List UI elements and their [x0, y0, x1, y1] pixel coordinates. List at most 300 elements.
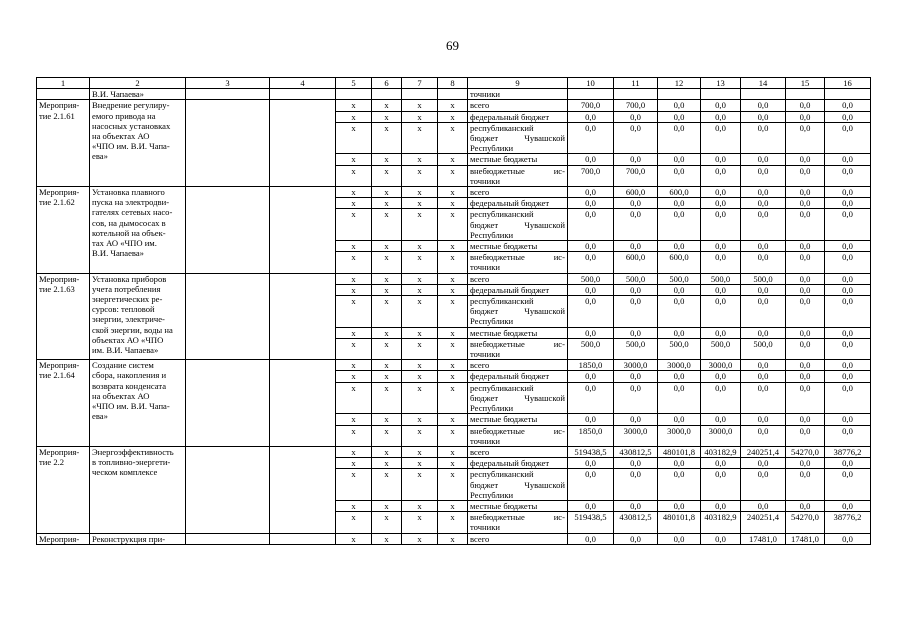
- year-value: 0,0: [825, 154, 871, 165]
- year-value: 500,0: [701, 338, 741, 359]
- year-value: 0,0: [786, 414, 825, 425]
- year-value: 3000,0: [658, 360, 701, 371]
- year-value: 3000,0: [614, 360, 658, 371]
- code-cell: x: [438, 209, 468, 241]
- year-value: 0,0: [741, 241, 786, 252]
- measure-code: [37, 533, 90, 544]
- code-cell: x: [438, 327, 468, 338]
- year-value: 500,0: [614, 273, 658, 284]
- code-cell: x: [438, 533, 468, 544]
- year-value: 0,0: [786, 198, 825, 209]
- code-cell: x: [438, 241, 468, 252]
- code-cell: x: [336, 327, 372, 338]
- year-value: 0,0: [786, 154, 825, 165]
- participants-cell: [270, 100, 336, 187]
- code-cell: x: [438, 284, 468, 295]
- year-value: 3000,0: [701, 360, 741, 371]
- column-header-15: 15: [786, 78, 825, 89]
- year-value: 0,0: [825, 165, 871, 186]
- continuation-cell: [614, 89, 658, 100]
- code-cell: x: [336, 338, 372, 359]
- code-cell: x: [336, 284, 372, 295]
- year-value: 0,0: [741, 187, 786, 198]
- measure-name: [90, 100, 186, 187]
- year-value: 0,0: [701, 382, 741, 414]
- code-cell: x: [372, 469, 402, 501]
- measure-code: [37, 446, 90, 533]
- funding-source: [468, 241, 568, 252]
- funding-source: [468, 284, 568, 295]
- funding-source: [468, 187, 568, 198]
- funding-source-line: местные бюджеты: [470, 241, 538, 252]
- code-cell: x: [402, 209, 438, 241]
- column-header-7: 7: [402, 78, 438, 89]
- funding-source-line: бюджет Чувашской: [470, 479, 565, 490]
- year-value: 0,0: [741, 360, 786, 371]
- continuation-source: точники: [468, 89, 568, 100]
- code-cell: x: [372, 327, 402, 338]
- year-value: 0,0: [658, 533, 701, 544]
- year-value: 0,0: [701, 252, 741, 273]
- budget-table: [36, 77, 871, 545]
- year-value: 0,0: [741, 122, 786, 154]
- responsible-cell: [186, 533, 270, 544]
- code-cell: x: [372, 371, 402, 382]
- code-cell: x: [336, 425, 372, 446]
- participants-cell: [270, 273, 336, 360]
- year-value: 0,0: [825, 252, 871, 273]
- year-value: 0,0: [825, 425, 871, 446]
- code-cell: x: [372, 512, 402, 533]
- year-value: 240251,4: [741, 512, 786, 533]
- year-value: 0,0: [825, 371, 871, 382]
- measure-code-line: тие 2.1.63: [39, 283, 75, 294]
- measure-code-line: Мероприя-: [39, 100, 80, 111]
- code-cell: x: [336, 512, 372, 533]
- code-cell: x: [372, 111, 402, 122]
- year-value: 500,0: [658, 338, 701, 359]
- year-value: 0,0: [825, 187, 871, 198]
- code-cell: x: [402, 296, 438, 328]
- code-cell: x: [438, 122, 468, 154]
- funding-source: [468, 273, 568, 284]
- year-value: 0,0: [786, 284, 825, 295]
- code-cell: x: [402, 284, 438, 295]
- measure-name-line: возврата конденсата: [92, 380, 167, 391]
- measure-name: [90, 360, 186, 447]
- year-value: 500,0: [741, 338, 786, 359]
- year-value: 0,0: [825, 500, 871, 511]
- year-value: 0,0: [658, 500, 701, 511]
- measure-code-line: Мероприя-: [39, 187, 80, 198]
- measure-code-line: тие 2.2: [39, 457, 65, 468]
- continuation-cell: [402, 89, 438, 100]
- year-value: 38776,2: [825, 446, 871, 457]
- year-value: 430812,5: [614, 512, 658, 533]
- year-value: 0,0: [658, 111, 701, 122]
- code-cell: x: [438, 469, 468, 501]
- year-value: 0,0: [658, 296, 701, 328]
- year-value: 0,0: [825, 533, 871, 544]
- column-header-10: 10: [568, 78, 614, 89]
- year-value: 0,0: [658, 371, 701, 382]
- measure-code-line: Мероприя-: [39, 360, 80, 371]
- continuation-cell: [701, 89, 741, 100]
- year-value: 0,0: [741, 209, 786, 241]
- funding-source-line: федеральный бюджет: [470, 284, 550, 295]
- year-value: 0,0: [568, 209, 614, 241]
- measure-code: [37, 100, 90, 187]
- year-value: 0,0: [741, 100, 786, 111]
- measure-name-line: Установка приборов: [92, 273, 167, 284]
- funding-source: [468, 296, 568, 328]
- funding-source: [468, 165, 568, 186]
- funding-source-line: бюджет Чувашской: [470, 219, 565, 230]
- year-value: 0,0: [825, 382, 871, 414]
- funding-source-line: внебюджетные ис-: [470, 252, 565, 263]
- measure-name-line: сбора, накопления и: [92, 370, 167, 381]
- year-value: 3000,0: [614, 425, 658, 446]
- code-cell: x: [336, 500, 372, 511]
- measure-code-line: Мероприя-: [39, 533, 80, 544]
- year-value: 0,0: [786, 360, 825, 371]
- year-value: 0,0: [701, 209, 741, 241]
- year-value: 0,0: [825, 100, 871, 111]
- year-value: 500,0: [701, 273, 741, 284]
- code-cell: x: [402, 360, 438, 371]
- year-value: 0,0: [786, 273, 825, 284]
- code-cell: x: [336, 154, 372, 165]
- code-cell: x: [438, 198, 468, 209]
- year-value: 0,0: [701, 122, 741, 154]
- column-header-2: 2: [90, 78, 186, 89]
- continuation-cell: [336, 89, 372, 100]
- year-value: 0,0: [741, 284, 786, 295]
- year-value: 600,0: [614, 252, 658, 273]
- year-value: 0,0: [568, 469, 614, 501]
- year-value: 500,0: [568, 338, 614, 359]
- year-value: 700,0: [614, 165, 658, 186]
- year-value: 0,0: [741, 327, 786, 338]
- year-value: 0,0: [741, 371, 786, 382]
- table-row: [37, 100, 871, 111]
- funding-source-line: республиканский: [470, 122, 534, 133]
- year-value: 0,0: [741, 500, 786, 511]
- code-cell: x: [438, 458, 468, 469]
- code-cell: x: [438, 296, 468, 328]
- year-value: 480101,8: [658, 446, 701, 457]
- code-cell: x: [402, 446, 438, 457]
- year-value: 600,0: [614, 187, 658, 198]
- code-cell: x: [372, 273, 402, 284]
- code-cell: x: [438, 500, 468, 511]
- year-value: 0,0: [825, 327, 871, 338]
- year-value: 0,0: [658, 154, 701, 165]
- code-cell: x: [336, 165, 372, 186]
- year-value: 0,0: [741, 296, 786, 328]
- code-cell: x: [438, 154, 468, 165]
- code-cell: x: [438, 446, 468, 457]
- year-value: 0,0: [614, 327, 658, 338]
- code-cell: x: [402, 458, 438, 469]
- year-value: 0,0: [614, 469, 658, 501]
- year-value: 0,0: [786, 469, 825, 501]
- code-cell: x: [336, 122, 372, 154]
- year-value: 0,0: [786, 327, 825, 338]
- measure-name-line: на объектах АО: [92, 390, 150, 401]
- funding-source-line: всего: [470, 187, 490, 198]
- year-value: 0,0: [568, 382, 614, 414]
- measure-name-line: тах АО «ЧПО им.: [92, 238, 157, 249]
- funding-source: [468, 252, 568, 273]
- measure-name-line: гателях сетевых насо-: [92, 207, 173, 218]
- code-cell: x: [402, 414, 438, 425]
- year-value: 0,0: [786, 165, 825, 186]
- code-cell: x: [372, 100, 402, 111]
- measure-name-line: на объектах АО: [92, 131, 150, 142]
- code-cell: x: [402, 533, 438, 544]
- year-value: 0,0: [568, 111, 614, 122]
- measure-name-line: В.И. Чапаева»: [92, 248, 144, 259]
- year-value: 0,0: [658, 327, 701, 338]
- code-cell: x: [438, 165, 468, 186]
- year-value: 0,0: [568, 187, 614, 198]
- column-header-1: 1: [37, 78, 90, 89]
- year-value: 0,0: [701, 533, 741, 544]
- year-value: 0,0: [825, 284, 871, 295]
- funding-source-line: точники: [470, 435, 501, 446]
- year-value: 0,0: [658, 198, 701, 209]
- measure-name-line: сов, на дымососах в: [92, 217, 166, 228]
- code-cell: x: [372, 446, 402, 457]
- measure-name-line: Энергоэффективность: [92, 446, 174, 457]
- responsible-cell: [186, 100, 270, 187]
- year-value: 403182,9: [701, 446, 741, 457]
- continuation-cell: [372, 89, 402, 100]
- code-cell: x: [372, 209, 402, 241]
- year-value: 700,0: [568, 100, 614, 111]
- measure-name-line: им. В.И. Чапаева»: [92, 345, 159, 356]
- year-value: 0,0: [786, 241, 825, 252]
- code-cell: x: [372, 382, 402, 414]
- year-value: 0,0: [741, 165, 786, 186]
- measure-name-line: сурсов: тепловой: [92, 304, 155, 315]
- measure-name: [90, 187, 186, 274]
- code-cell: x: [336, 252, 372, 273]
- code-cell: x: [336, 296, 372, 328]
- code-cell: x: [402, 252, 438, 273]
- code-cell: x: [336, 187, 372, 198]
- year-value: 0,0: [701, 100, 741, 111]
- funding-source: [468, 512, 568, 533]
- year-value: 0,0: [658, 122, 701, 154]
- code-cell: x: [402, 425, 438, 446]
- funding-source-line: бюджет Чувашской: [470, 133, 565, 144]
- continuation-cell: [825, 89, 871, 100]
- year-value: 500,0: [658, 273, 701, 284]
- year-value: 0,0: [568, 154, 614, 165]
- code-cell: x: [402, 241, 438, 252]
- year-value: 0,0: [825, 458, 871, 469]
- year-value: 240251,4: [741, 446, 786, 457]
- code-cell: x: [336, 371, 372, 382]
- measure-name: [90, 446, 186, 533]
- measure-name-line: ева»: [92, 151, 108, 162]
- continuation-cell: [658, 89, 701, 100]
- year-value: 0,0: [825, 360, 871, 371]
- code-cell: x: [336, 414, 372, 425]
- code-cell: x: [438, 111, 468, 122]
- funding-source-line: точники: [470, 522, 501, 533]
- code-cell: x: [336, 458, 372, 469]
- year-value: 0,0: [786, 500, 825, 511]
- year-value: 0,0: [741, 425, 786, 446]
- code-cell: x: [372, 122, 402, 154]
- code-cell: x: [336, 469, 372, 501]
- year-value: 0,0: [614, 458, 658, 469]
- funding-source-line: всего: [470, 446, 490, 457]
- funding-source-line: местные бюджеты: [470, 154, 538, 165]
- funding-source: [468, 154, 568, 165]
- year-value: 0,0: [614, 382, 658, 414]
- funding-source-line: местные бюджеты: [470, 500, 538, 511]
- funding-source-line: внебюджетные ис-: [470, 338, 565, 349]
- code-cell: x: [402, 165, 438, 186]
- funding-source-line: бюджет Чувашской: [470, 392, 565, 403]
- year-value: 0,0: [701, 469, 741, 501]
- measure-name: [90, 273, 186, 360]
- year-value: 0,0: [701, 241, 741, 252]
- year-value: 0,0: [658, 209, 701, 241]
- participants-cell: [270, 533, 336, 544]
- measure-code: [37, 360, 90, 447]
- year-value: 17481,0: [741, 533, 786, 544]
- year-value: 0,0: [786, 425, 825, 446]
- measure-name-line: энергии, электриче-: [92, 314, 165, 325]
- year-value: 0,0: [786, 382, 825, 414]
- year-value: 0,0: [786, 187, 825, 198]
- funding-source: [468, 209, 568, 241]
- year-value: 0,0: [701, 500, 741, 511]
- measure-name-line: Реконструкция при-: [92, 533, 166, 544]
- measure-code-line: Мероприя-: [39, 446, 80, 457]
- year-value: 0,0: [614, 122, 658, 154]
- table-row: [37, 187, 871, 198]
- year-value: 0,0: [568, 414, 614, 425]
- year-value: 54270,0: [786, 446, 825, 457]
- year-value: 0,0: [658, 284, 701, 295]
- funding-source-line: федеральный бюджет: [470, 371, 550, 382]
- year-value: 430812,5: [614, 446, 658, 457]
- column-header-12: 12: [658, 78, 701, 89]
- funding-source-line: всего: [470, 100, 490, 111]
- funding-source: [468, 371, 568, 382]
- funding-source: [468, 446, 568, 457]
- year-value: 0,0: [825, 469, 871, 501]
- participants-cell: [270, 187, 336, 274]
- year-value: 0,0: [614, 296, 658, 328]
- year-value: 519438,5: [568, 446, 614, 457]
- code-cell: x: [336, 446, 372, 457]
- code-cell: x: [402, 469, 438, 501]
- year-value: 500,0: [741, 273, 786, 284]
- year-value: 600,0: [658, 187, 701, 198]
- code-cell: x: [438, 371, 468, 382]
- funding-source-line: внебюджетные ис-: [470, 165, 565, 176]
- measure-name-line: «ЧПО им. В.И. Чапа-: [92, 141, 170, 152]
- measure-name-line: Внедрение регулиру-: [92, 100, 170, 111]
- year-value: 0,0: [741, 111, 786, 122]
- column-header-5: 5: [336, 78, 372, 89]
- measure-name-line: ческом комплексе: [92, 467, 158, 478]
- measure-name-line: ева»: [92, 411, 108, 422]
- measure-code-line: тие 2.1.64: [39, 370, 75, 381]
- year-value: 0,0: [568, 122, 614, 154]
- year-value: 0,0: [786, 100, 825, 111]
- code-cell: x: [402, 100, 438, 111]
- year-value: 0,0: [825, 414, 871, 425]
- year-value: 0,0: [614, 154, 658, 165]
- year-value: 0,0: [786, 296, 825, 328]
- code-cell: x: [372, 252, 402, 273]
- year-value: 0,0: [658, 241, 701, 252]
- year-value: 0,0: [614, 414, 658, 425]
- funding-source: [468, 111, 568, 122]
- code-cell: x: [336, 533, 372, 544]
- year-value: 0,0: [658, 469, 701, 501]
- measure-name: [90, 533, 186, 544]
- measure-code: [37, 273, 90, 360]
- funding-source-line: всего: [470, 533, 490, 544]
- year-value: 0,0: [786, 371, 825, 382]
- year-value: 0,0: [741, 252, 786, 273]
- funding-source-line: Республики: [470, 403, 514, 414]
- funding-source-line: точники: [470, 175, 501, 186]
- funding-source: [468, 500, 568, 511]
- funding-source: [468, 198, 568, 209]
- code-cell: x: [336, 382, 372, 414]
- funding-source: [468, 122, 568, 154]
- year-value: 0,0: [741, 469, 786, 501]
- code-cell: x: [402, 382, 438, 414]
- year-value: 0,0: [786, 111, 825, 122]
- year-value: 0,0: [568, 284, 614, 295]
- column-header-4: 4: [270, 78, 336, 89]
- code-cell: x: [372, 198, 402, 209]
- code-cell: x: [336, 209, 372, 241]
- table-row: [37, 360, 871, 371]
- funding-source-line: республиканский: [470, 469, 534, 480]
- year-value: 0,0: [568, 252, 614, 273]
- funding-source-line: федеральный бюджет: [470, 458, 550, 469]
- year-value: 0,0: [701, 165, 741, 186]
- funding-source: [468, 414, 568, 425]
- year-value: 0,0: [568, 327, 614, 338]
- year-value: 0,0: [701, 154, 741, 165]
- year-value: 0,0: [614, 284, 658, 295]
- table-row: [37, 446, 871, 457]
- year-value: 0,0: [568, 241, 614, 252]
- funding-source-line: всего: [470, 273, 490, 284]
- code-cell: x: [372, 241, 402, 252]
- code-cell: x: [336, 241, 372, 252]
- code-cell: x: [372, 414, 402, 425]
- year-value: 0,0: [825, 209, 871, 241]
- measure-name-line: «ЧПО им. В.И. Чапа-: [92, 401, 170, 412]
- funding-source-line: федеральный бюджет: [470, 198, 550, 209]
- code-cell: x: [438, 338, 468, 359]
- column-header-11: 11: [614, 78, 658, 89]
